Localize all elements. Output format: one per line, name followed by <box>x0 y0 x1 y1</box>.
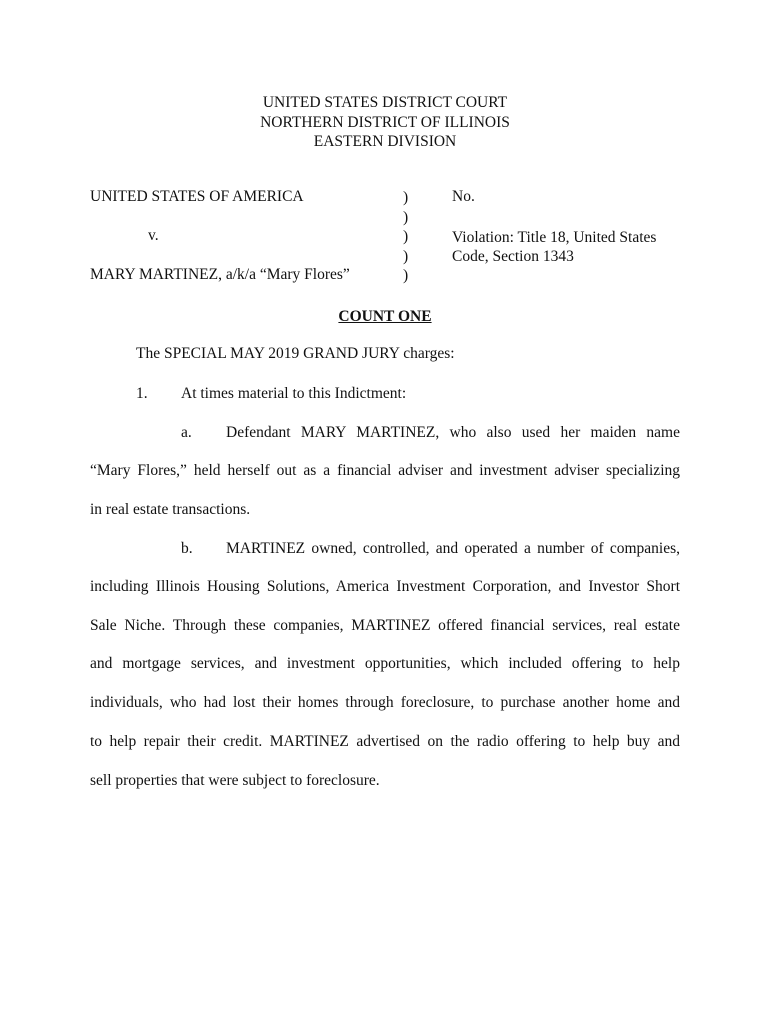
subparagraph-a-line-1: Defendant MARY MARTINEZ, who also used her maiden name <box>226 424 680 441</box>
caption-parentheses <box>403 188 408 286</box>
subparagraph-a-line-3: in real estate transactions. <box>90 501 251 518</box>
district-name: NORTHERN DISTRICT OF ILLINOIS <box>260 113 510 131</box>
subparagraph-a-line-2: “Mary Flores,” held herself out as a financial adviser and investment adviser specializing <box>90 462 680 479</box>
paragraph-number-1: 1. <box>136 385 148 402</box>
subparagraph-b-line-4: and mortgage services, and investment opportunities, which included offering to help <box>90 655 680 672</box>
court-header <box>0 93 770 152</box>
violation-line-1: Violation: Title 18, United States <box>452 229 657 246</box>
paragraph-1-text: At times material to this Indictment: <box>181 385 407 402</box>
versus-label: v. <box>148 227 159 244</box>
case-caption <box>90 188 690 288</box>
paren-2: ) <box>403 208 409 226</box>
subparagraph-b-line-2: including Illinois Housing Solutions, America Investment Corporation, and Investor Short <box>90 578 680 595</box>
court-name: UNITED STATES DISTRICT COURT <box>262 94 508 111</box>
paren-1: ) <box>403 189 409 206</box>
paren-5: ) <box>403 267 409 284</box>
case-number-label: No. <box>452 188 475 205</box>
paren-3: ) <box>403 228 409 245</box>
subparagraph-b-line-6: to help repair their credit. MARTINEZ advertised on the radio offering to help buy and <box>90 733 680 750</box>
paren-4: ) <box>403 247 409 265</box>
subparagraph-a-letter: a. <box>181 424 192 441</box>
grand-jury-intro: The SPECIAL MAY 2019 GRAND JURY charges: <box>136 345 455 362</box>
subparagraph-b-line-1: MARTINEZ owned, controlled, and operated a number of companies, <box>226 540 680 557</box>
violation-line-2: Code, Section 1343 <box>452 248 574 265</box>
count-title: COUNT ONE <box>338 308 432 325</box>
subparagraph-b-line-3: Sale Niche. Through these companies, MARTINEZ offered financial services, real estate <box>90 617 680 634</box>
subparagraph-b-line-5: individuals, who had lost their homes through foreclosure, to purchase another home and <box>90 694 680 711</box>
plaintiff-name: UNITED STATES OF AMERICA <box>90 188 304 205</box>
subparagraph-b-letter: b. <box>181 540 193 557</box>
division-name: EASTERN DIVISION <box>313 133 457 150</box>
defendant-name: MARY MARTINEZ, a/k/a “Mary Flores” <box>90 266 350 283</box>
subparagraph-b-line-7: sell properties that were subject to foreclosure. <box>90 772 380 789</box>
